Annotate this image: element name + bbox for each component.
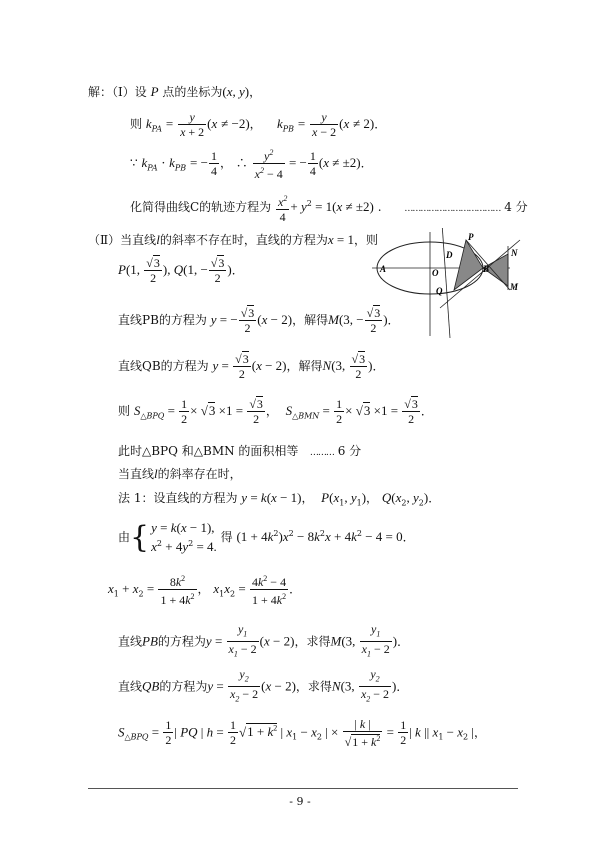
since-symbol: ∵ xyxy=(130,156,138,170)
geometry-figure xyxy=(370,228,532,343)
part2-intro: （Ⅱ）当直线l的斜率不存在时，直线的方程为x = 1，则 xyxy=(88,232,378,247)
line-qb-eq: 直线QB的方程为 y = $\frac{√3}{2}$ (x − 2)，解得N(3, $\frac{√3}{2}$ )． xyxy=(118,352,385,381)
part2-label: （Ⅱ） xyxy=(88,233,121,247)
line-qb-general: 直线QB的方程为y = $\frac{y_2}{x_2 - 2}$ (x − 2)，求得N(3, $\frac{y_2}{x_2 - 2}$ )． xyxy=(118,667,408,707)
system-line: 由{ y = k(x − 1), $x^2 + 4y^2 = 4$. 得 $(1 + 4k^2)x^2 - 8k^2x + 4k^2 - 4 = 0$． xyxy=(118,519,415,555)
score-1: 4 分 xyxy=(504,200,528,214)
line-pq xyxy=(442,228,450,338)
slope-prefix: 则 xyxy=(130,117,143,131)
equal-area-text: 此时△BPQ 和△BMN 的面积相等 xyxy=(118,444,299,458)
trajectory-text: 化简得曲线C的轨迹方程为 xyxy=(130,200,272,214)
label-p: P xyxy=(468,232,474,242)
score-dots-2: ……… xyxy=(309,448,334,458)
line-pb-general: 直线PB的方程为y = $\frac{y_1}{x_1 - 2}$ (x − 2)，求得M(3, $\frac{y_1}{x_1 - 2}$ )． xyxy=(118,622,409,662)
solve-text: ，解得 xyxy=(292,313,329,327)
slope-definitions: 则 $k_{PA}$ = $\frac{y}{x + 2}$ (x ≠ −2)， $k_{PB}$ = $\frac{y}{x - 2}$ (x ≠ 2)． xyxy=(130,110,387,139)
score-dots-1: ……………………………… xyxy=(404,204,501,214)
from-label: 由 xyxy=(118,530,131,544)
line-qb-text: 直线QB的方程为 xyxy=(118,359,209,373)
label-a: A xyxy=(380,264,387,274)
label-d: D xyxy=(446,250,453,260)
area-general: $S_{\triangle BPQ}$ = $\frac{1}{2}$ | PQ | h = $\frac{1}{2}$ $√1 + k^2$ | $x_1 - x_2$ | × $\frac{| k |}{√1 + k^2}$ = $\frac{1}{2}$ | k || $x_1 - x_2$ |， xyxy=(118,716,487,749)
line-pb-text: 直线PB的方程为 xyxy=(118,313,207,327)
triangle-bpq xyxy=(454,240,483,290)
label-o: O xyxy=(432,268,439,278)
pq-points: P(1, $\frac{√3}{2}$ ), Q(1, − $\frac{√3}{2}$ )． xyxy=(118,256,244,285)
seek-label: ，求得 xyxy=(294,634,331,649)
label-m: M xyxy=(510,282,519,292)
vieta-line: $x_1 + x_2$ = $\frac{8k^2}{1 + 4k^2}$ ， $x_1x_2$ = $\frac{4k^2 - 4}{1 + 4k^2}$ ． xyxy=(108,574,302,607)
footer-rule xyxy=(88,788,518,789)
method1-text: 设直线的方程为 xyxy=(153,491,238,505)
area-prefix: 则 xyxy=(118,404,131,418)
part1-intro-line: 解：（Ⅰ）设 P 点的坐标为(x, y)， xyxy=(88,84,262,99)
slope-product-line: ∵ $k_{PA} \cdot k_{PB}$ = − $\frac{1}{4}$ ， ∴ $\frac{y^2}{x^2 - 4}$ = − $\frac{1}{4}$ (x ≠ ±2)． xyxy=(130,148,373,181)
equal-area-line xyxy=(118,443,361,461)
label-b: B xyxy=(483,264,490,274)
line-pb-eq: 直线PB的方程为 y = − $\frac{√3}{2}$ (x − 2)，解得M(3, − $\frac{√3}{2}$ )． xyxy=(118,306,400,335)
area-line: 则 $S_{\triangle BPQ}$ = $\frac{1}{2}$ × √3 ×1 = $\frac{√3}{2}$ ， $S_{\triangle BMN}$ = $\frac{1}{2}$ × √3 ×1 = $\frac{√3}{2}$ ． xyxy=(118,397,433,426)
label-n: N xyxy=(511,248,518,258)
method1-label: 法 1： xyxy=(118,491,154,505)
trajectory-line: 化简得曲线C的轨迹方程为 $\frac{x^2}{4}$ + $y^2 = 1(x \ne \pm 2)$ . ……………………………… 4 分 xyxy=(130,193,528,224)
get-label: 得 xyxy=(220,530,233,544)
page-number: - 9 - xyxy=(289,795,311,808)
method1-line: 法 1：设直线的方程为 y = k(x − 1)， $P(x_1$, $y_1$)， $Q(x_2$, $y_2$)． xyxy=(118,490,441,508)
therefore-symbol: ∴ xyxy=(235,156,248,170)
part1-label: （Ⅰ） xyxy=(112,85,135,99)
score-2: 6 分 xyxy=(337,444,362,458)
label-q: Q xyxy=(436,286,443,296)
solution-label: 解： xyxy=(88,85,113,99)
slope-exists-line: 当直线l的斜率存在时， xyxy=(118,466,242,481)
